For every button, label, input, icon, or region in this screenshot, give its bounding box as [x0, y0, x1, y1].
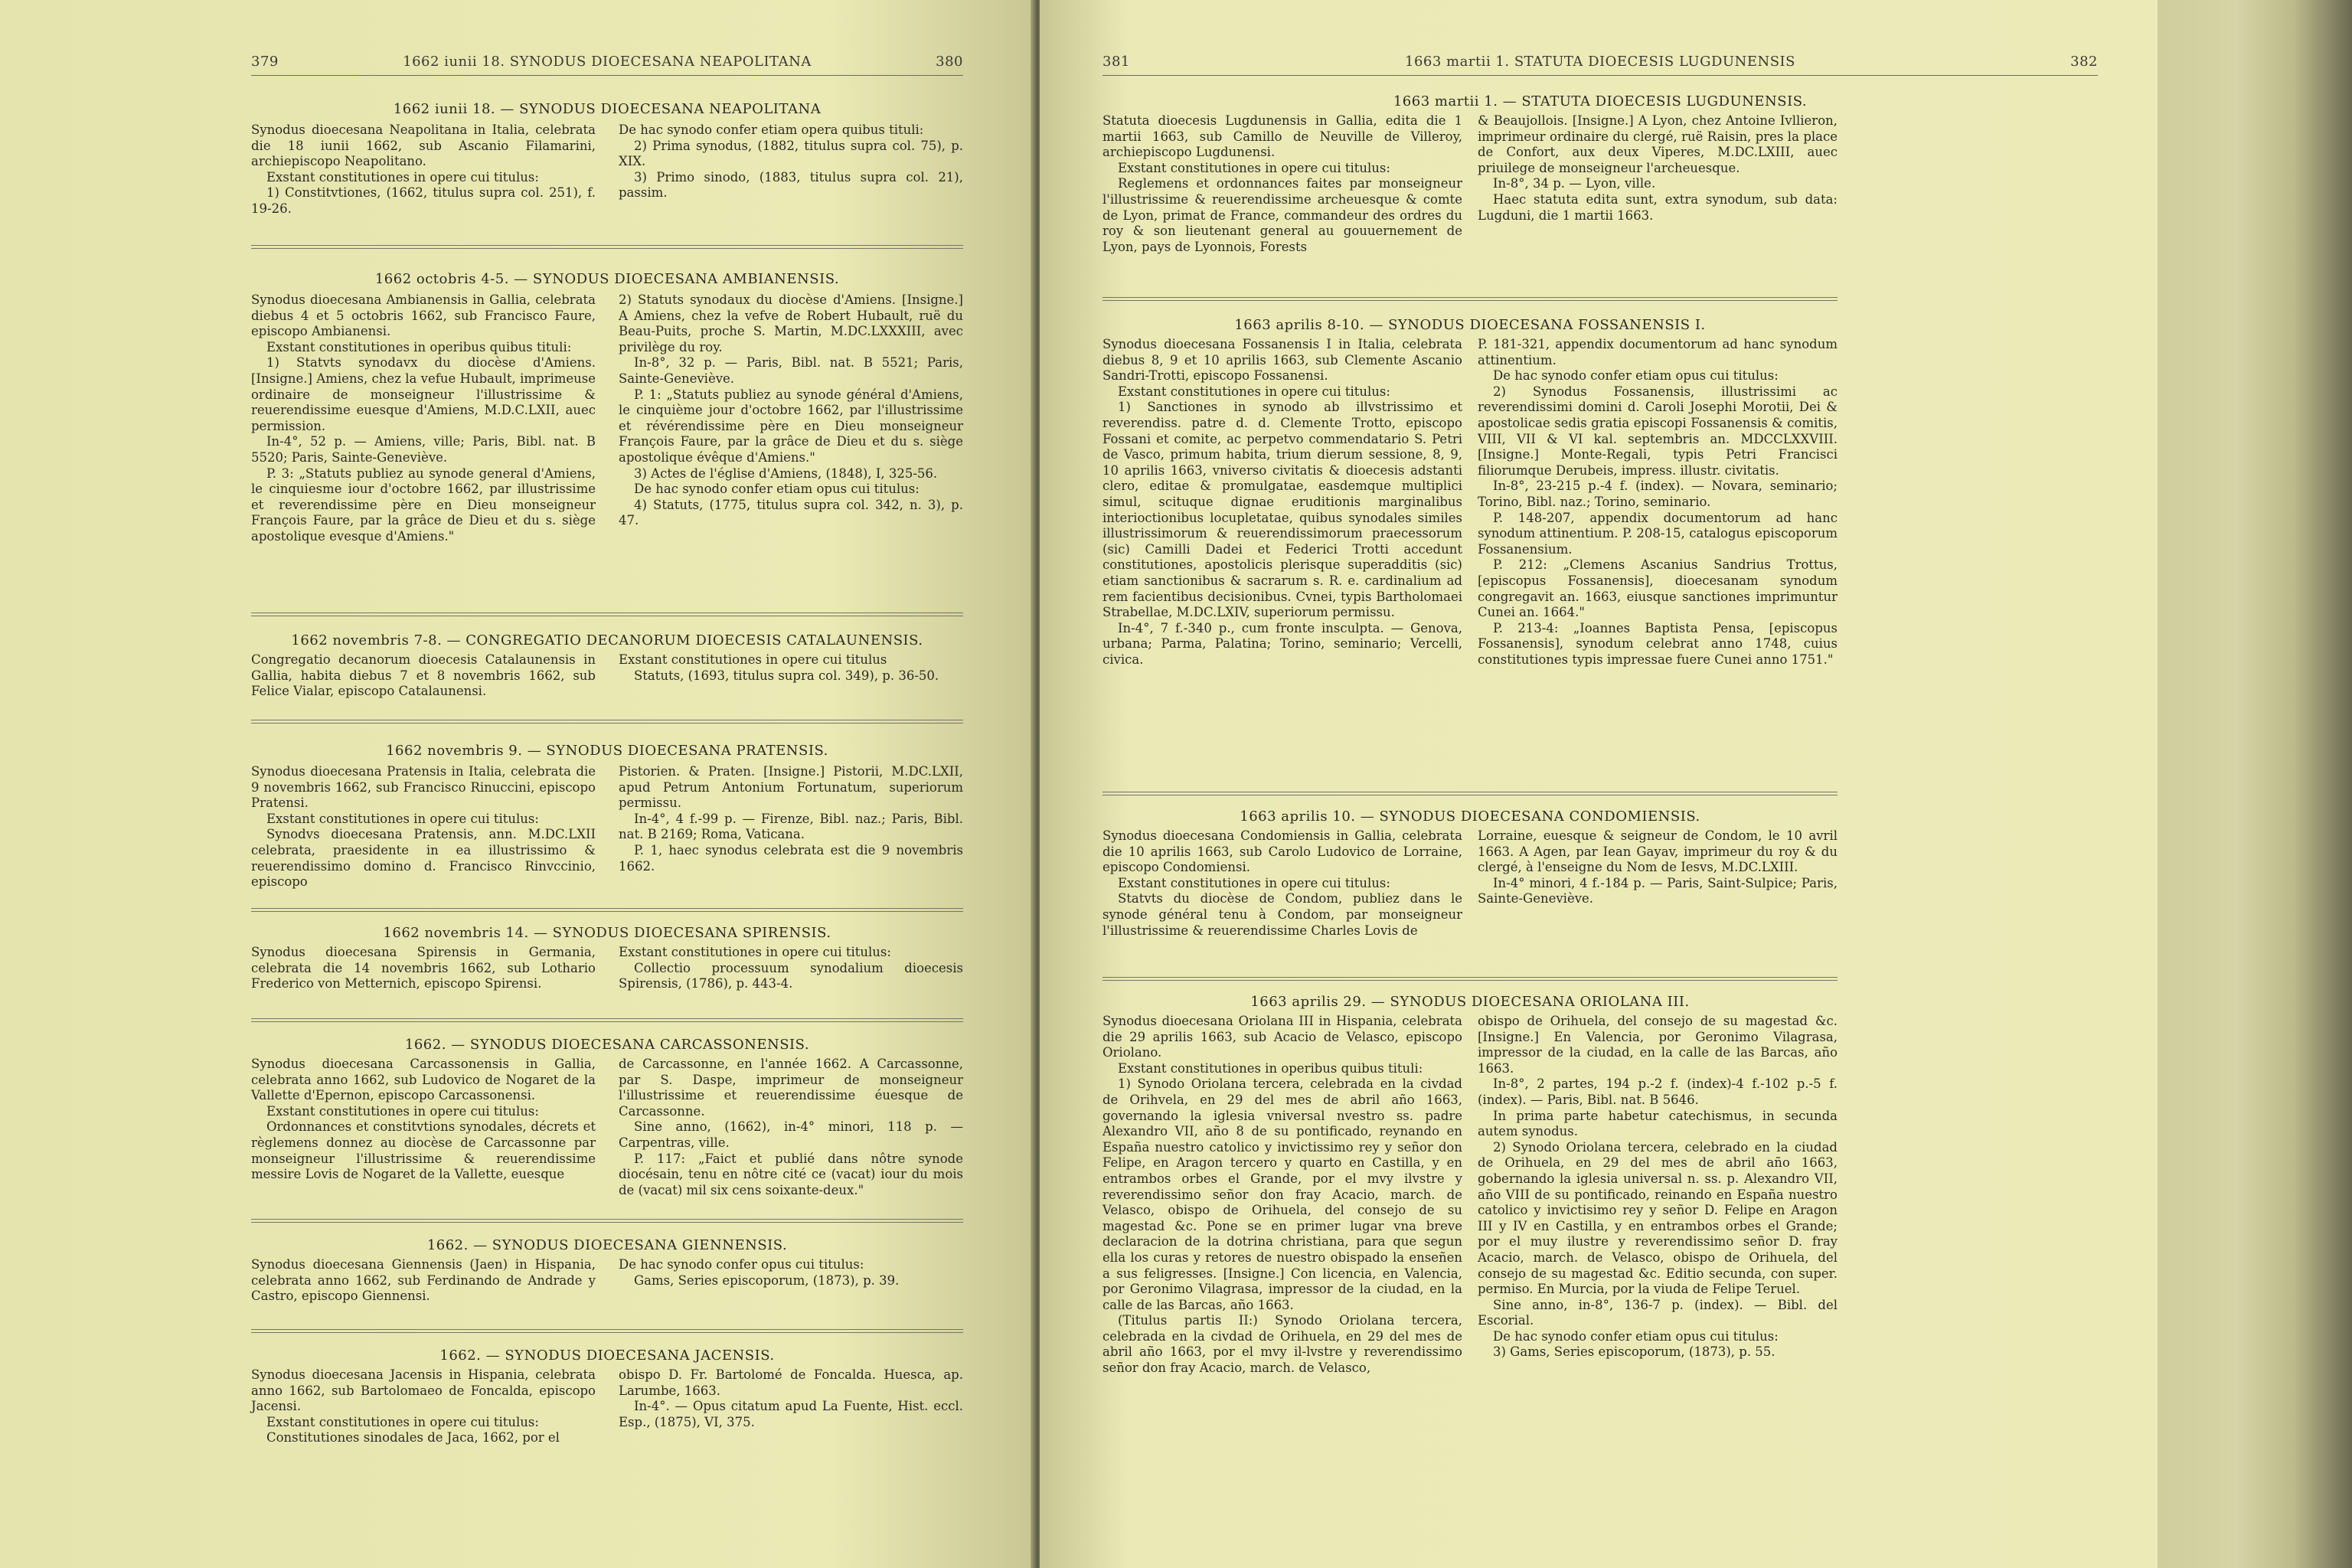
entry-col2: obispo D. Fr. Bartolomé de Foncalda. Huesca, ap. Larumbe, 1663. In-4°. — Opus citatum apud La Fuente, Hist. eccl. Esp., (1875), VI, 375.	[619, 1367, 963, 1429]
entry-col1: Synodus dioecesana Pratensis in Italia, celebrata die 9 novembris 1662, sub Francisco Rinuccini, episcopo Pratensi. Exstant constitutiones in opere cui titulus: Synodvs dioecesana Pratensis, ann. M.DC.LXII celebrata, praesidente in ea illustrissimo & reuerendissimo domino d. Francisco Rinvccinio, episcopo	[251, 764, 596, 890]
page-edge-stack	[2158, 0, 2352, 1568]
entry-col2: Exstant constitutiones in opere cui titulus: Collectio processuum synodalium dioecesis Spirensis, (1786), p. 443-4.	[619, 945, 963, 991]
entry-col2: Exstant constitutiones in opere cui titulus Statuts, (1693, titulus supra col. 349), p. 36-50.	[619, 652, 939, 683]
separator-rule	[251, 1219, 963, 1223]
entry-col1: Synodus dioecesana Carcassonensis in Gallia, celebrata anno 1662, sub Ludovico de Nogaret de la Vallette d'Epernon, episcopo Carcassonensi. Exstant constitutiones in opere cui titulus: Ordonnances et constitvtions synodales, décrets et règlemens donnez au diocèse de Carcassonne par monseigneur l'illustrissime & reuerendissime messire Lovis de Nogaret de la Vallette, euesque	[251, 1057, 596, 1182]
entry-col1: Congregatio decanorum dioecesis Catalaunensis in Gallia, habita diebus 7 et 8 novembris 1662, sub Felice Vialar, episcopo Catalaunensi.	[251, 652, 596, 699]
entry-heading: 1662 novembris 14. — SYNODUS DIOECESANA SPIRENSIS.	[383, 925, 831, 941]
entry-col2: De hac synodo confer etiam opera quibus tituli: 2) Prima synodus, (1882, titulus supra col. 75), p. XIX. 3) Primo sinodo, (1883, titulus supra col. 21), passim.	[619, 122, 963, 201]
entry-col1: Synodus dioecesana Jacensis in Hispania, celebrata anno 1662, sub Bartolomaeo de Foncalda, episcopo Jacensi. Exstant constitutiones in opere cui titulus: Constitutiones sinodales de Jaca, 1662, por el	[251, 1367, 596, 1446]
running-head-right	[1102, 54, 2098, 70]
separator-rule	[251, 720, 963, 724]
entry-heading: 1662 iunii 18. — SYNODUS DIOECESANA NEAPOLITANA	[393, 101, 822, 117]
separator-rule	[1102, 792, 1838, 795]
page-number: 382	[2070, 54, 2098, 70]
entry-col2: 2) Statuts synodaux du diocèse d'Amiens. [Insigne.] A Amiens, chez la vefve de Robert Hubault, ruë du Beau-Puits, proche S. Martin, M.DC.LXXXIII, avec privilège du roy. In-8°, 32 p. — Paris, Bibl. nat. B 5521; Paris, Sainte-Geneviève. P. 1: „Statuts publiez au synode général d'Amiens, le cinquième jour d'octobre 1662, par l'illustrissime et révérendissime père en Dieu monseigneur François Faure, par la grâce de Dieu et du s. siège apostolique évêque d'Amiens." 3) Actes de l'église d'Amiens, (1848), I, 325-56. De hac synodo confer etiam opus cui titulus: 4) Statuts, (1775, titulus supra col. 342, n. 3), p. 47.	[619, 292, 963, 528]
entry-heading: 1662 novembris 7-8. — CONGREGATIO DECANORUM DIOECESIS CATALAUNENSIS.	[291, 632, 923, 648]
entry-col1: Synodus dioecesana Ambianensis in Gallia, celebrata diebus 4 et 5 octobris 1662, sub Francisco Faure, episcopo Ambianensi. Exstant constitutiones in operibus quibus tituli: 1) Statvts synodavx du diocèse d'Amiens. [Insigne.] Amiens, chez la vefue Hubault, imprimeuse ordinaire de monseigneur l'illustrissime & reuerendissime euesque d'Amiens, M.D.C.LXII, auec permission. In-4°, 52 p. — Amiens, ville; Paris, Bibl. nat. B 5520; Paris, Sainte-Geneviève. P. 3: „Statuts publiez au synode general d'Amiens, le cinquiesme iour d'octobre 1662, par illustrissime et reverendissime père en Dieu monseigneur François Faure, par la grâce de Dieu et du s. siège apostolique evesque d'Amiens."	[251, 292, 596, 544]
entry-heading: 1663 aprilis 10. — SYNODUS DIOECESANA CONDOMIENSIS.	[1240, 808, 1700, 825]
entry-col1: Synodus dioecesana Oriolana III in Hispania, celebrata die 29 aprilis 1663, sub Acacio de Velasco, episcopo Oriolano. Exstant constitutiones in operibus quibus tituli: 1) Synodo Oriolana tercera, celebrada en la civdad de Orihvela, en 29 del mes de abril año 1663, governando la iglesia vniversal nvestro ss. padre Alexandro VII, año 8 de su pontificado, reynando en España nuestro catolico y invictissimo rey y señor don Felipe, en Aragon tercero y quarto en Castilla, y en entrambos orbes el Grande, por el mvy ilvstre y reverendissimo señor don fray Acacio, march. de Velasco, obispo de Orihuela, del consejo de su magestad &c. Pone se en primer lugar vna breve declaracion de la dotrina christiana, para que segun ella los curas y retores de nuestro obispado la enseñen a sus feligresses. [Insigne.] Con licencia, en Valencia, por Geronimo Vilagrasa, impressor de la ciudad, en la calle de las Barcas, año 1663. (Titulus partis II:) Synodo Oriolana tercera, celebrada en la civdad de Orihuela, en 29 del mes de abril año 1663, por el mvy il-lvstre y reverendissimo señor don fray Acacio, march. de Velasco,	[1102, 1014, 1462, 1376]
entry-heading: 1662. — SYNODUS DIOECESANA JACENSIS.	[439, 1348, 775, 1364]
page-number: 381	[1102, 54, 1130, 70]
entry-col1: Statuta dioecesis Lugdunensis in Gallia, edita die 1 martii 1663, sub Camillo de Neuville de Villeroy, archiepiscopo Lugdunensi. Exstant constitutiones in opere cui titulus: Reglemens et ordonnances faites par monseigneur l'illustrissime & reuerendissime archeuesque & comte de Lyon, primat de France, commandeur des ordres du roy & son lieutenant general au gouuernement de Lyon, pays de Lyonnois, Forests	[1102, 113, 1462, 254]
entry-heading: 1662. — SYNODUS DIOECESANA GIENNENSIS.	[426, 1237, 788, 1253]
running-title: 1663 martii 1. STATUTA DIOECESIS LUGDUNENSIS	[1405, 54, 1795, 70]
entry-col2: de Carcassonne, en l'année 1662. A Carcassonne, par S. Daspe, imprimeur de monseigneur l'illustrissime et reuerendissime éuesque de Carcassonne. Sine anno, (1662), in-4° minori, 118 p. — Carpentras, ville. P. 117: „Faict et publié dans nôtre synode diocésain, tenu en nôtre cité ce (vacat) iour du mois de (vacat) mil six cens soixante-deux."	[619, 1057, 963, 1197]
entry-col1: Synodus dioecesana Giennensis (Jaen) in Hispania, celebrata anno 1662, sub Ferdinando de Andrade y Castro, episcopo Giennensi.	[251, 1257, 596, 1304]
entry-heading: 1662 novembris 9. — SYNODUS DIOECESANA PRATENSIS.	[386, 743, 828, 759]
separator-rule	[1102, 977, 1838, 981]
entry-col2: Pistorien. & Praten. [Insigne.] Pistorii, M.DC.LXII, apud Petrum Antonium Fortunatum, superiorum permissu. In-4°, 4 f.-99 p. — Firenze, Bibl. naz.; Paris, Bibl. nat. B 2169; Roma, Vaticana. P. 1, haec synodus celebrata est die 9 novembris 1662.	[619, 764, 963, 874]
header-rule	[1102, 75, 2098, 76]
separator-rule	[251, 908, 963, 912]
entry-col1: Synodus dioecesana Neapolitana in Italia, celebrata die 18 iunii 1662, sub Ascanio Filamarini, archiepiscopo Neapolitano. Exstant constitutiones in opere cui titulus: 1) Constitvtiones, (1662, titulus supra col. 251), f. 19-26.	[251, 122, 596, 216]
entry-col1: Synodus dioecesana Spirensis in Germania, celebrata die 14 novembris 1662, sub Lothario Frederico von Metternich, episcopo Spirensi.	[251, 945, 596, 991]
running-head-left	[251, 54, 963, 70]
separator-rule	[251, 1018, 963, 1022]
separator-rule	[251, 612, 963, 616]
page-number: 380	[936, 54, 963, 70]
entry-col2: obispo de Orihuela, del consejo de su magestad &c. [Insigne.] En Valencia, por Geronimo Vilagrasa, impressor de la ciudad, en la calle de las Barcas, año 1663. In-8°, 2 partes, 194 p.-2 f. (index)-4 f.-102 p.-5 f. (index). — Paris, Bibl. nat. B 5646. In prima parte habetur catechismus, in secunda autem synodus. 2) Synodo Oriolana tercera, celebrado en la ciudad de Orihuela, en 29 del mes de abril año 1663, gobernando la iglesia universal n. ss. p. Alexandro VII, año VIII de su pontificado, reinando en España nuestro catolico y invictisimo rey y señor D. Felipe en Aragon III y IV en Castilla, y en entrambos orbes el Grande; por el muy ilustre y reverendissimo señor D. fray Acacio, march. de Velasco, obispo de Orihuela, del consejo de su magestad &c. Editio secunda, con super. permiso. En Murcia, por la viuda de Felipe Teruel. Sine anno, in-8°, 136-7 p. (index). — Bibl. del Escorial. De hac synodo confer etiam opus cui titulus: 3) Gams, Series episcoporum, (1873), p. 55.	[1478, 1014, 1838, 1360]
separator-rule	[251, 245, 963, 249]
running-title: 1662 iunii 18. SYNODUS DIOECESANA NEAPOLITANA	[403, 54, 812, 70]
entry-col2: P. 181-321, appendix documentorum ad hanc synodum attinentium. De hac synodo confer etiam opus cui titulus: 2) Synodus Fossanensis, illustrissimi ac reverendissimi domini d. Caroli Josephi Morotii, Dei & apostolicae sedis gratia episcopi Fossanensis & comitis, VIII, VII & VI kal. septembris an. MDCCLXXVIII. [Insigne.] Monte-Regali, typis Petri Francisci filiorumque Derubeis, impress. illustr. civitatis. In-8°, 23-215 p.-4 f. (index). — Novara, seminario; Torino, Bibl. naz.; Torino, seminario. P. 148-207, appendix documentorum ad hanc synodum attinentium. P. 208-15, catalogus episcoporum Fossanensium. P. 212: „Clemens Ascanius Sandrius Trottus, [episcopus Fossanensis], dioecesanam synodum congregavit an. 1663, eiusque sanctiones imprimuntur Cunei an. 1664." P. 213-4: „Ioannes Baptista Pensa, [episcopus Fossanensis], synodum celebrat anno 1748, cuius constitutiones typis impressae fuere Cunei anno 1751."	[1478, 337, 1838, 667]
entry-col2: & Beaujollois. [Insigne.] A Lyon, chez Antoine Ivllieron, imprimeur ordinaire du clergé, ruë Raisin, pres la place de Confort, aux deux Viperes, M.DC.LXIII, auec priuilege de monseigneur l'archeuesque. In-8°, 34 p. — Lyon, ville. Haec statuta edita sunt, extra synodum, sub data: Lugduni, die 1 martii 1663.	[1478, 113, 1838, 223]
entry-heading: 1663 aprilis 29. — SYNODUS DIOECESANA ORIOLANA III.	[1250, 994, 1690, 1010]
entry-heading: 1663 martii 1. — STATUTA DIOECESIS LUGDUNENSIS.	[1393, 93, 1808, 109]
entry-heading: 1662 octobris 4-5. — SYNODUS DIOECESANA AMBIANENSIS.	[374, 271, 840, 287]
entry-col2: De hac synodo confer opus cui titulus: Gams, Series episcoporum, (1873), p. 39.	[619, 1257, 900, 1288]
page-number: 379	[251, 54, 279, 70]
entry-heading: 1662. — SYNODUS DIOECESANA CARCASSONENSIS.	[404, 1037, 810, 1053]
header-rule	[251, 75, 963, 76]
entry-col1: Synodus dioecesana Condomiensis in Gallia, celebrata die 10 aprilis 1663, sub Carolo Ludovico de Lorraine, episcopo Condomiensi. Exstant constitutiones in opere cui titulus: Statvts du diocèse de Condom, publiez dans le synode général tenu à Condom, par monseigneur l'illustrissime & reuerendissime Charles Lovis de	[1102, 828, 1462, 938]
entry-heading: 1663 aprilis 8-10. — SYNODUS DIOECESANA FOSSANENSIS I.	[1234, 317, 1706, 333]
separator-rule	[251, 1329, 963, 1333]
entry-col1: Synodus dioecesana Fossanensis I in Italia, celebrata diebus 8, 9 et 10 aprilis 1663, sub Clemente Ascanio Sandri-Trotti, episcopo Fossanensi. Exstant constitutiones in opere cui titulus: 1) Sanctiones in synodo ab illvstrissimo et reverendiss. patre d. d. Clemente Trotto, episcopo Fossani et comite, ac perpetvo commendatario S. Petri de Vasco, primum habita, trium dierum sessione, 8, 9, 10 aprilis 1663, vniverso civitatis & dioecesis adstanti clero, editae & promulgatae, easdemque multiplici simul, scituque dignae eruditionis marginalibus interioctionibus locupletatae, quibus synodales similes illustrissimorum & reuerendissimorum praecessorum (sic) Camilli Dadei et Federici Trotti accedunt constitutiones, apostolicis plerisque superadditis (sic) etiam sanctionibus & sacrarum s. R. e. cardinalium ad rem facientibus decisionibus. Cvnei, typis Bartholomaei Strabellae, M.DC.LXIV, superiorum permissu. In-4°, 7 f.-340 p., cum fronte insculpta. — Genova, urbana; Parma, Palatina; Torino, seminario; Vercelli, civica.	[1102, 337, 1462, 667]
entry-col2: Lorraine, euesque & seigneur de Condom, le 10 avril 1663. A Agen, par Iean Gayav, imprimeur du roy & du clergé, à l'enseigne du Nom de Iesvs, M.DC.LXIII. In-4° minori, 4 f.-184 p. — Paris, Saint-Sulpice; Paris, Sainte-Geneviève.	[1478, 828, 1838, 906]
separator-rule	[1102, 297, 1838, 301]
